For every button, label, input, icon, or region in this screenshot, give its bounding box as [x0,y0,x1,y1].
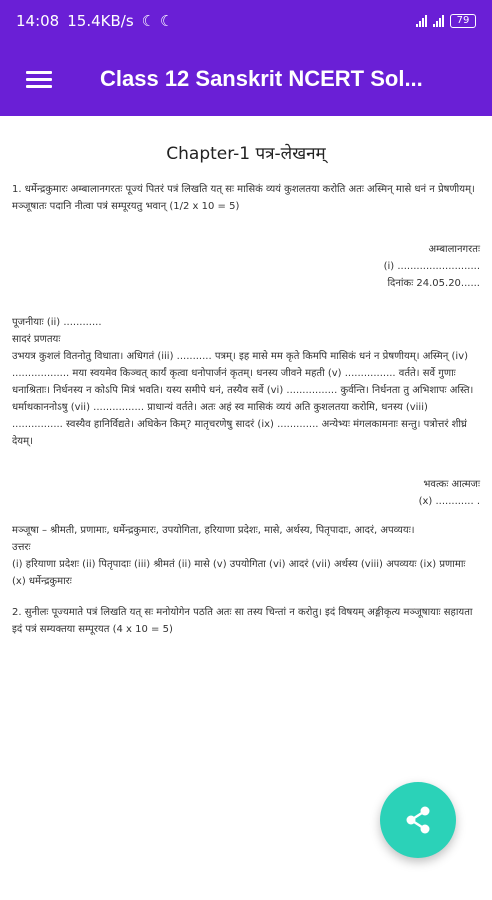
greeting: सादरं प्रणतयः [12,334,61,345]
answer-label: उत्तरः [12,542,31,553]
signal-icon [416,15,427,27]
closing-line-1: भवत्कः आत्मजः [423,479,480,490]
sender-place: अम्बालानगरतः [428,244,480,255]
question-2: 2. सुनीलः पूज्यमाते पत्रं लिखति यत् सः मनोयोगेन पठति अतः सा तस्य चिन्तां न करोतु। इदं विषयम् अङ्गीकृत्य मञ्जूषायाः सहायता इदं पत्रं सम्यक्तया सम्पूरयत (4 x 10 = 5) [12,607,473,635]
salutation: पूजनीयाः (ii) ............ [12,317,102,328]
share-icon [405,806,431,834]
question-1: 1. धर्मेन्द्रकुमारः अम्बालानगरतः पूज्यं पितरं पत्रं लिखति यत् सः मासिकं व्ययं कुशलतया करोति अतः अस्मिन् मासे धनं न प्रेषणीयम्। मञ्जूषातः पदानि नीत्वा पत्रं सम्पूरयतु भवान् (1/2 x 10 = 5) [12,184,475,212]
letter-body: उभयत्र कुशलं वितनोतु विधाता। अधिगतं (iii) ........... पत्रम्। इह मासे मम कृते किमपि मासिकं धनं न प्रेषणीयम्। अस्मिन् (iv) .................. मया स्वयमेव किञ्चत् कार्यं कृत्वा धनोपार्जनं कृतम्। धनस्य जीवने महती (v) ................ वर्तते। सर्वे गुणाः धनाश्रिताः। निर्धनस्य न कोऽपि मित्रं भवति। यस्य समीपे धनं, तस्यैव सर्वे (vi) ................ कुर्वन्ति। निर्धनता तु अभिशापः अस्ति। धर्माथकाननोऽषु (vii) ................ प्राधान्यं वर्तते। अतः अहं स्व मासिकं व्ययं अति कुशलतया करोमि, धनस्य (viii) ................ स्वस्यैव हानिर्विद्यते। अधिकेन किम्? मातृचरणेषु सादरं (ix) ............. अन्येभ्यः मंगलकामनाः सन्तु। पत्रोत्तरं शीघ्रं देयम्। [12,351,474,447]
page-content [12,116,480,652]
sender-blank: (i) .......................... [383,261,480,272]
moon-icon: ☾ ☾ [141,12,174,30]
status-net-speed: 15.4KB/s [67,12,134,30]
word-box: मञ्जूषा – श्रीमती, प्रणामाः, धर्मेन्द्रकुमारः, उपयोगिता, हरियाणा प्रदेशः, मासे, अर्थस्य, पितृपादाः, आदरं, अपव्ययः। [12,525,415,536]
hamburger-menu-icon [26,67,52,92]
status-time: 14:08 [16,12,60,30]
app-title: Class 12 Sanskrit NCERT Sol... [100,66,423,91]
battery-icon: 79 [450,14,476,28]
menu-button[interactable] [0,42,100,116]
closing-line-2: (x) ............ . [418,496,480,507]
share-button[interactable] [380,782,456,858]
status-bar [0,0,492,42]
app-bar [0,42,492,116]
letter-date: दिनांकः 24.05.20...... [387,278,480,289]
signal-icon [433,15,444,27]
chapter-title: Chapter-1 पत्र-लेखनम् [166,144,326,164]
answer-text: (i) हरियाणा प्रदेशः (ii) पितृपादाः (iii) श्रीमतं (ii) मासे (v) उपयोगिता (vi) आदरं (vii) अर्थस्य (viii) अपव्ययः (ix) प्रणामाः (x) धर्मेन्द्रकुमारः [12,559,466,587]
